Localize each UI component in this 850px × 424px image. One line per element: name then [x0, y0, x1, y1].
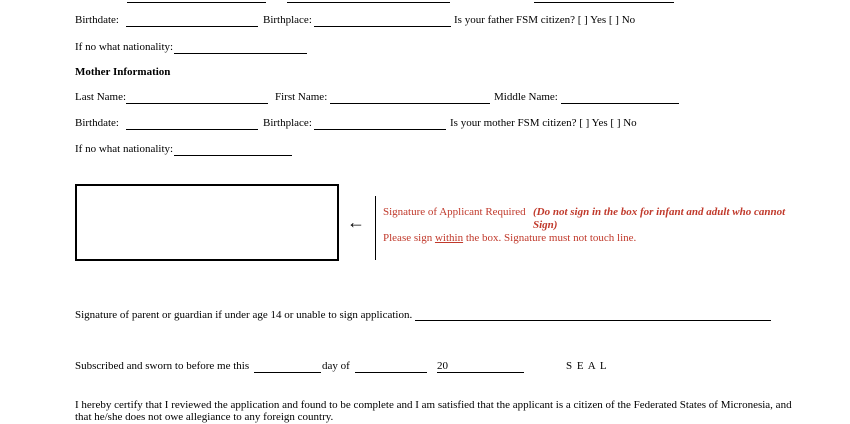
mother-first-name-label: First Name:: [275, 91, 328, 103]
day-of-label: day of: [322, 360, 350, 372]
oath-month-field[interactable]: [355, 372, 427, 373]
father-birthplace-field[interactable]: [314, 26, 451, 27]
seal-label: S E A L: [566, 360, 608, 372]
certification-line2: that he/she does not owe allegiance to any foreign country.: [75, 411, 334, 423]
mother-last-name-label: Last Name:: [75, 91, 127, 103]
father-birthdate-field[interactable]: [126, 26, 258, 27]
signature-instruction-before: Please sign: [383, 232, 435, 244]
top-line-3: [534, 2, 674, 3]
mother-last-name-field[interactable]: [126, 103, 268, 104]
guardian-signature-field[interactable]: [415, 320, 771, 321]
mother-nationality-field[interactable]: [174, 155, 292, 156]
year-prefix: 20: [437, 360, 448, 372]
oath-year-field[interactable]: [437, 372, 524, 373]
mother-birthplace-field[interactable]: [314, 129, 446, 130]
signature-warning-line2: Sign): [533, 219, 558, 231]
signature-instruction: [383, 232, 636, 245]
signature-instruction-emphasis: within: [434, 232, 464, 244]
mother-citizen-question[interactable]: Is your mother FSM citizen? [ ] Yes [ ] No: [450, 117, 637, 129]
father-birthplace-label: Birthplace:: [263, 14, 312, 26]
top-line-1: [127, 2, 266, 3]
mother-middle-name-label: Middle Name:: [494, 91, 558, 103]
mother-birthplace-label: Birthplace:: [263, 117, 312, 129]
mother-birthdate-label: Birthdate:: [75, 117, 119, 129]
applicant-signature-box[interactable]: [75, 184, 339, 261]
mother-first-name-field[interactable]: [330, 103, 490, 104]
father-nationality-label: If no what nationality:: [75, 41, 174, 53]
mother-heading: Mother Information: [75, 66, 171, 78]
guardian-signature-label: Signature of parent or guardian if under age 14 or unable to sign application.: [75, 309, 413, 321]
top-line-2: [287, 2, 450, 3]
father-nationality-field[interactable]: [174, 53, 307, 54]
signature-instruction-after: the box. Signature must not touch line.: [463, 232, 637, 244]
certification-line1: I hereby certify that I reviewed the application and found to be complete and I am satisfied that the applicant is a citizen of the Federated States of Micronesia, and: [75, 399, 792, 411]
father-citizen-question[interactable]: Is your father FSM citizen? [ ] Yes [ ] No: [454, 14, 636, 26]
mother-middle-name-field[interactable]: [561, 103, 679, 104]
father-birthdate-label: Birthdate:: [75, 14, 119, 26]
signature-divider: [375, 196, 376, 260]
arrow-left-icon: ←: [347, 212, 365, 232]
mother-birthdate-field[interactable]: [126, 129, 258, 130]
subscribed-label: Subscribed and sworn to before me this: [75, 360, 250, 372]
oath-day-field[interactable]: [254, 372, 321, 373]
signature-required-label: Signature of Applicant Required: [383, 206, 526, 218]
mother-nationality-label: If no what nationality:: [75, 143, 174, 155]
signature-warning-line1: (Do not sign in the box for infant and adult who cannot: [533, 206, 786, 218]
